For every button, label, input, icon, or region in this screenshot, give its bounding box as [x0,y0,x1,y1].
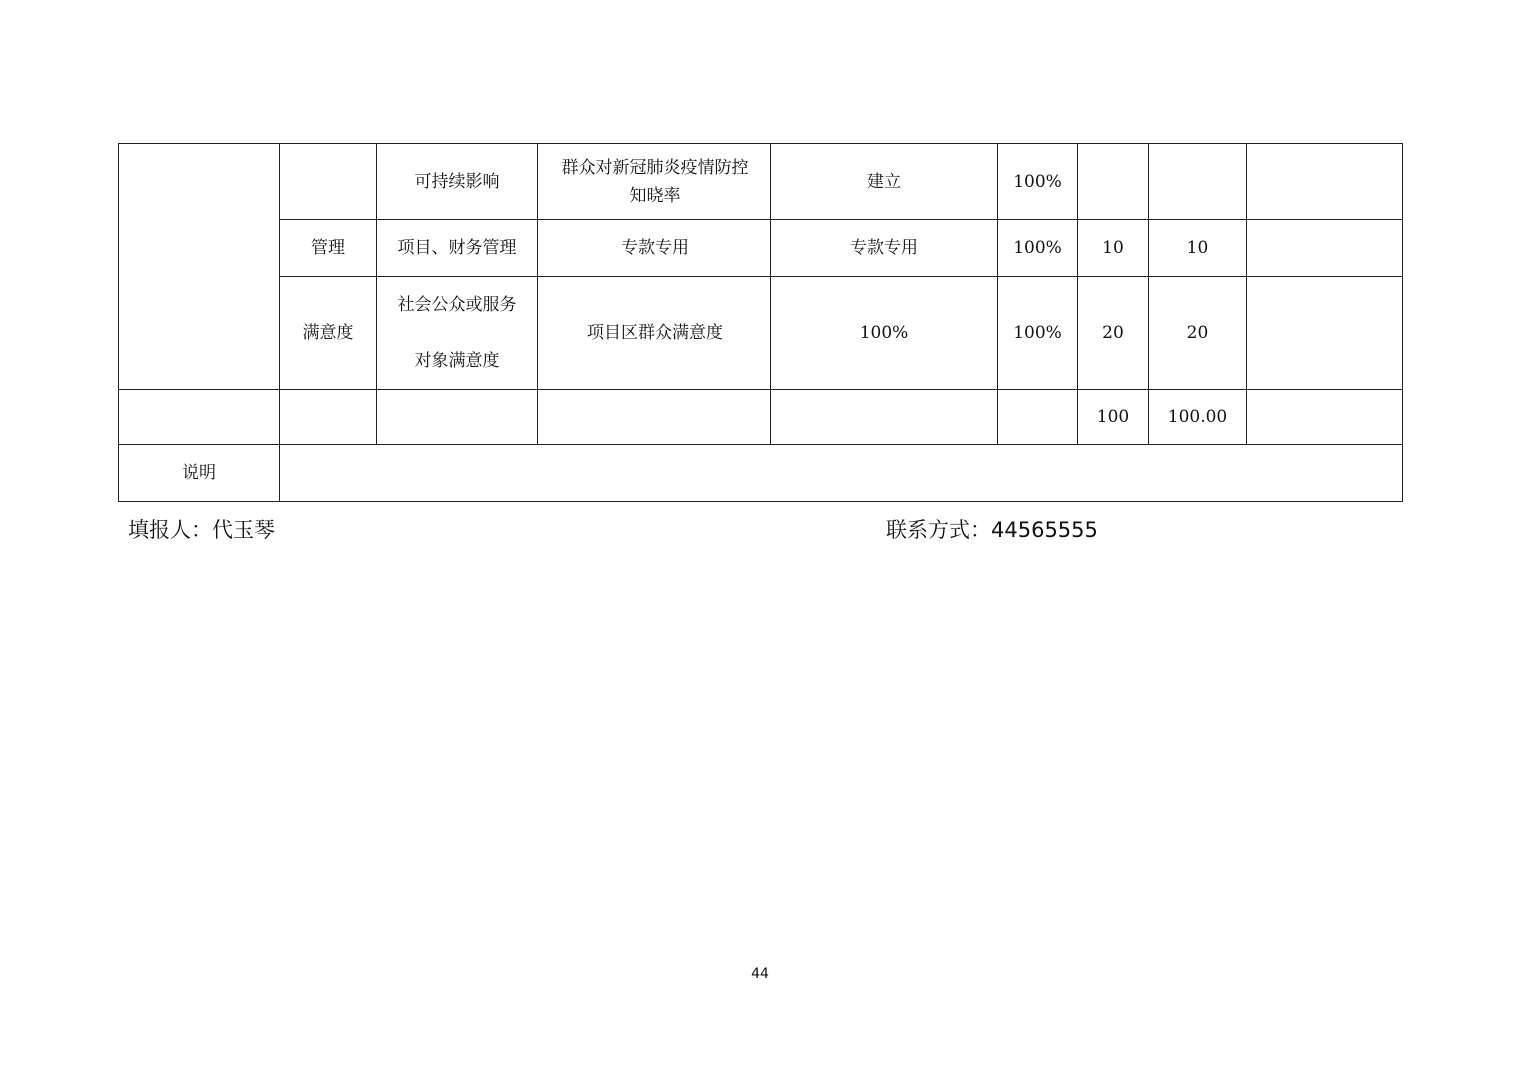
empty-cell [998,390,1078,445]
indicator-content-cell: 项目区群众满意度 [538,277,771,390]
weight-cell: 20 [1078,277,1149,390]
indicator-content-cell [538,144,771,220]
empty-cell [771,390,998,445]
remark-cell [1247,277,1403,390]
target-value-cell: 建立 [771,144,998,220]
weight-cell [1078,144,1149,220]
indicator-l3-line: 社会公众或服务 [397,295,517,315]
table-row-sustainability [119,144,1403,220]
empty-cell [119,390,280,445]
table-row-note [119,445,1403,502]
indicator-l1-cell [119,144,280,390]
note-value-cell [280,445,1403,502]
filler-signature: 填报人：代玉琴 [128,518,275,542]
note-label-cell: 说明 [119,445,280,502]
indicator-l3-cell: 项目、财务管理 [377,220,538,277]
target-value-cell: 专款专用 [771,220,998,277]
actual-value-cell: 100% [998,277,1078,390]
actual-value-cell: 100% [998,220,1078,277]
empty-cell [377,390,538,445]
table-row-management [119,220,1403,277]
target-value-cell: 100% [771,277,998,390]
indicator-l2-cell: 管理 [280,220,377,277]
total-weight-cell: 100 [1078,390,1149,445]
performance-table [118,143,1403,502]
remark-cell [1247,144,1403,220]
remark-cell [1247,220,1403,277]
indicator-l3-cell [377,277,538,390]
total-score-cell: 100.00 [1149,390,1247,445]
empty-cell [280,390,377,445]
content-line: 知晓率 [629,185,681,206]
score-cell [1149,144,1247,220]
empty-cell [1247,390,1403,445]
score-cell: 10 [1149,220,1247,277]
table-row-satisfaction [119,277,1403,390]
indicator-l3-line: 对象满意度 [414,351,500,371]
weight-cell: 10 [1078,220,1149,277]
contact-info: 联系方式：44565555 [886,518,1098,542]
indicator-l2-cell [280,144,377,220]
page-number: 44 [751,966,769,982]
empty-cell [538,390,771,445]
table-row-total [119,390,1403,445]
indicator-l2-cell: 满意度 [280,277,377,390]
content-line: 群众对新冠肺炎疫情防控 [561,157,749,178]
score-cell: 20 [1149,277,1247,390]
indicator-l3-cell: 可持续影响 [377,144,538,220]
indicator-content-cell: 专款专用 [538,220,771,277]
actual-value-cell: 100% [998,144,1078,220]
